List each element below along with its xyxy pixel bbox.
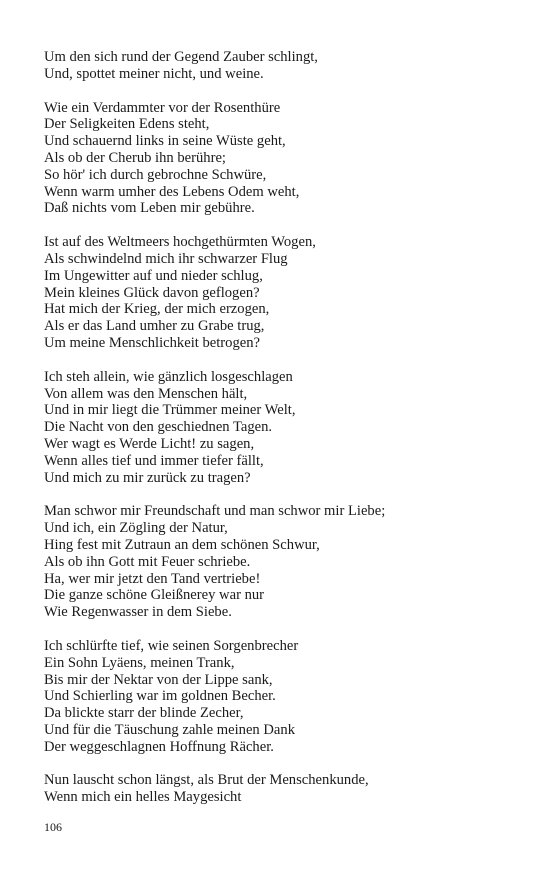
verse-line: Der weggeschlagnen Hoffnung Rächer. [44, 738, 274, 755]
stanza-5 [44, 503, 514, 621]
verse-line: Die ganze schöne Gleißnerey war nur [44, 587, 265, 604]
verse-line: Als schwindelnd mich ihr schwarzer Flug [44, 250, 288, 267]
verse-line: So hör' ich durch gebrochne Schwüre, [44, 166, 267, 183]
verse-line: Die Nacht von den geschiednen Tagen. [44, 419, 273, 436]
verse-line: Als er das Land umher zu Grabe trug, [44, 318, 265, 335]
verse-line: Nun lauscht schon längst, als Brut der Menschenkunde, [44, 772, 369, 789]
verse-line: Da blickte starr der blinde Zecher, [44, 705, 244, 722]
verse-line: Und für die Täuschung zahle meinen Dank [44, 721, 295, 738]
verse-line: Um den sich rund der Gegend Zauber schlingt, [44, 49, 318, 65]
page-number: 106 [44, 820, 62, 834]
verse-line: Wenn mich ein helles Maygesicht [44, 789, 242, 806]
stanza-4 [44, 369, 514, 487]
verse-line: Von allem was den Menschen hält, [44, 385, 248, 402]
verse-line: Ich schlürfte tief, wie seinen Sorgenbrecher [44, 637, 299, 654]
stanza-2 [44, 100, 514, 218]
verse-line: Als ob ihn Gott mit Feuer schriebe. [44, 553, 251, 570]
verse-line: Der Seligkeiten Edens steht, [44, 116, 210, 133]
verse-line: Ich steh allein, wie gänzlich losgeschlagen [44, 368, 293, 385]
verse-line: Und schauernd links in seine Wüste geht, [44, 133, 286, 150]
stanza-1 [44, 49, 514, 83]
verse-line: Hing fest mit Zutraun an dem schönen Schwur, [44, 536, 320, 553]
stanza-7 [44, 772, 514, 806]
verse-line: Daß nichts vom Leben mir gebühre. [44, 200, 255, 217]
poem-page [44, 49, 514, 823]
verse-line: Wenn alles tief und immer tiefer fällt, [44, 452, 264, 469]
verse-line: Als ob der Cherub ihn berühre; [44, 149, 226, 166]
verse-line: Und, spottet meiner nicht, und weine. [44, 65, 264, 82]
verse-line: Man schwor mir Freundschaft und man schwor mir Liebe; [44, 503, 386, 520]
verse-line: Und ich, ein Zögling der Natur, [44, 520, 228, 537]
verse-line: Wie Regenwasser in dem Siebe. [44, 604, 232, 621]
verse-line: Wie ein Verdammter vor der Rosenthüre [44, 99, 281, 116]
verse-line: Um meine Menschlichkeit betrogen? [44, 334, 260, 351]
verse-line: Und mich zu mir zurück zu tragen? [44, 469, 251, 486]
verse-line: Hat mich der Krieg, der mich erzogen, [44, 301, 270, 318]
stanza-3 [44, 234, 514, 352]
verse-line: Ist auf des Weltmeers hochgethürmten Wogen, [44, 234, 316, 251]
stanza-6 [44, 638, 514, 756]
verse-line: Ein Sohn Lyäens, meinen Trank, [44, 654, 235, 671]
verse-line: Bis mir der Nektar von der Lippe sank, [44, 671, 273, 688]
verse-line: Und in mir liegt die Trümmer meiner Welt, [44, 402, 296, 419]
verse-line: Wenn warm umher des Lebens Odem weht, [44, 183, 300, 200]
verse-line: Wer wagt es Werde Licht! zu sagen, [44, 435, 255, 452]
verse-line: Mein kleines Glück davon geflogen? [44, 284, 260, 301]
verse-line: Im Ungewitter auf und nieder schlug, [44, 267, 263, 284]
verse-line: Und Schierling war im goldnen Becher. [44, 688, 276, 705]
verse-line: Ha, wer mir jetzt den Tand vertriebe! [44, 570, 261, 587]
